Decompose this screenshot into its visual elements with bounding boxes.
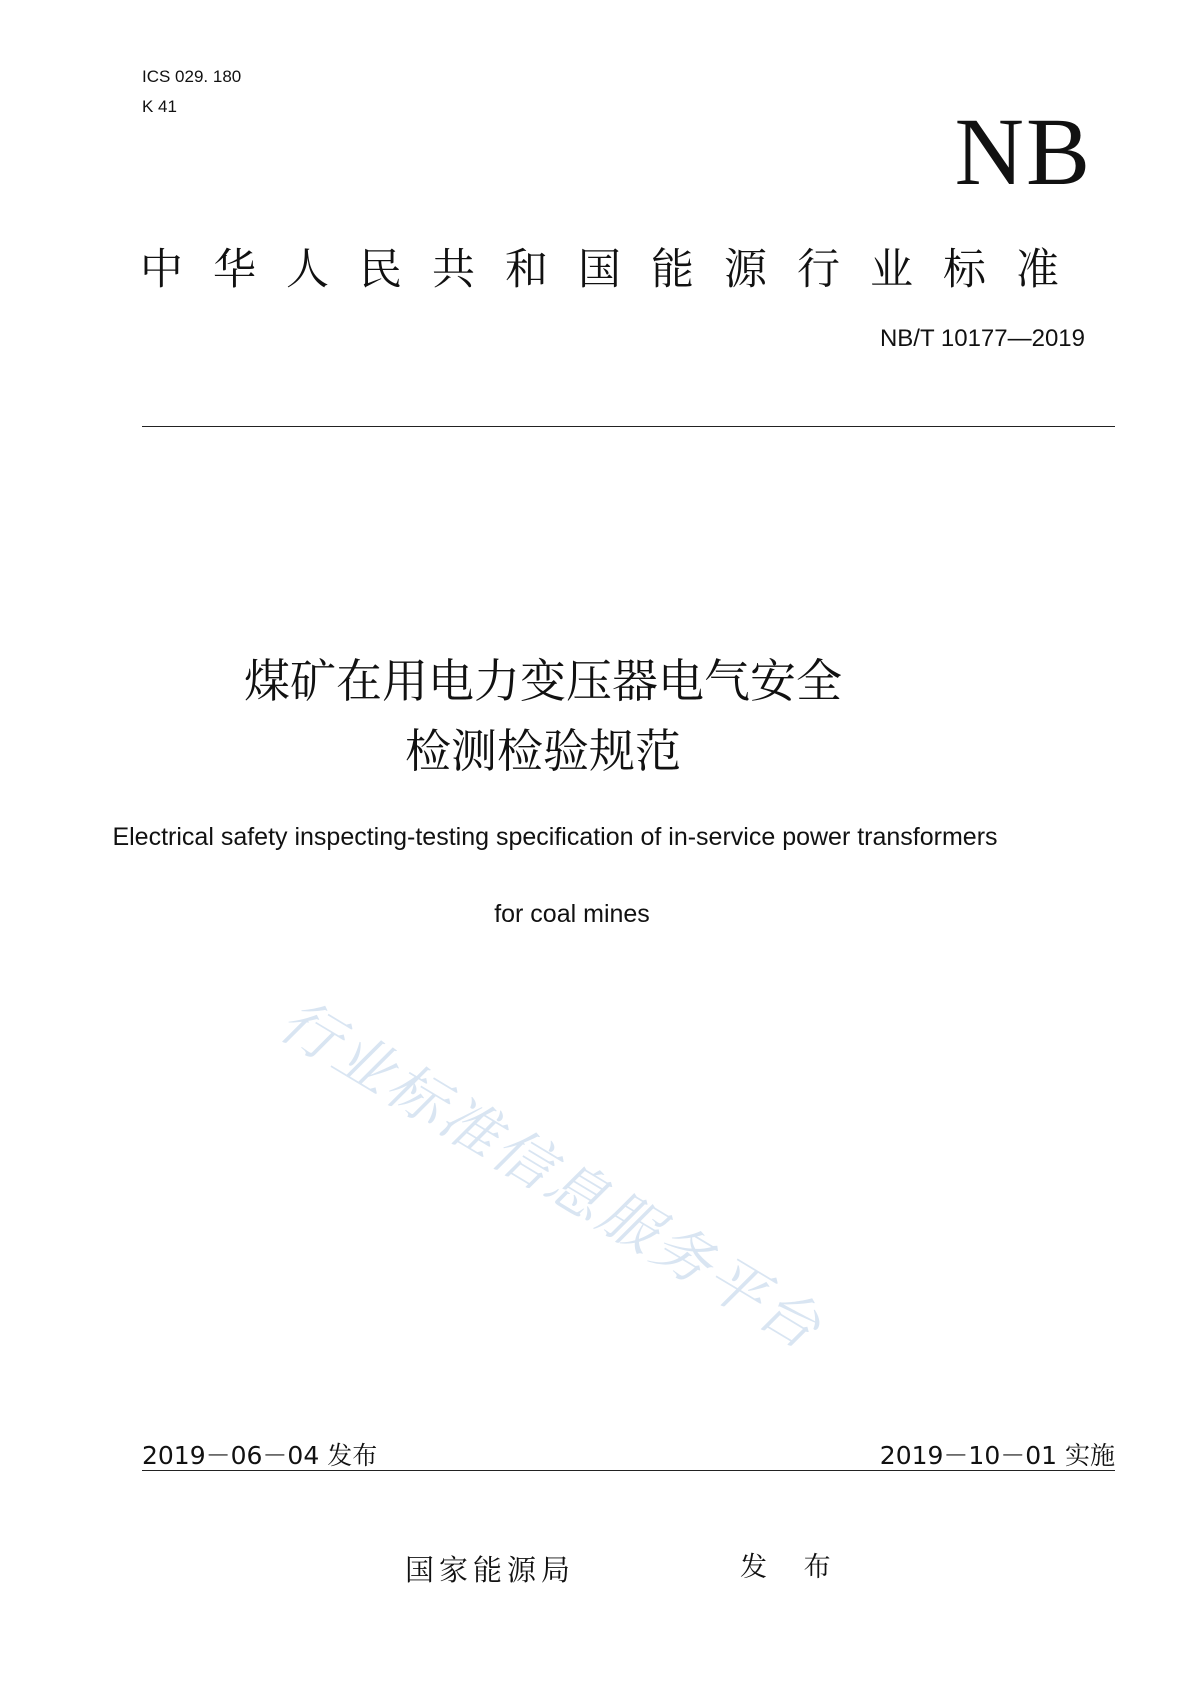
- ics-code: ICS 029. 180: [142, 67, 242, 86]
- classification-codes: [142, 62, 241, 122]
- implementation-date: 2019－10－01 实施: [879, 1441, 1115, 1470]
- top-divider: [142, 426, 1115, 427]
- standard-category-title: 中华人民共和国能源行业标准: [140, 245, 1089, 295]
- issuer-name: 国家能源局: [405, 1553, 576, 1587]
- bottom-divider: [142, 1470, 1115, 1471]
- standard-number: NB/T 10177—2019: [879, 325, 1085, 352]
- title-en-line2: for coal mines: [494, 900, 650, 928]
- issue-label: 发 布: [740, 1552, 845, 1583]
- ccs-code: K 41: [142, 97, 177, 116]
- watermark: 行业标准信息服务平台: [268, 986, 835, 1364]
- title-cn-line1: 煤矿在用电力变压器电气安全: [244, 654, 842, 708]
- title-cn-line2: 检测检验规范: [405, 724, 681, 778]
- title-en-line1: Electrical safety inspecting-testing specification of in-service power transformers: [112, 823, 998, 851]
- nb-logo: NB: [954, 98, 1092, 205]
- issue-date: 2019－06－04 发布: [142, 1441, 378, 1470]
